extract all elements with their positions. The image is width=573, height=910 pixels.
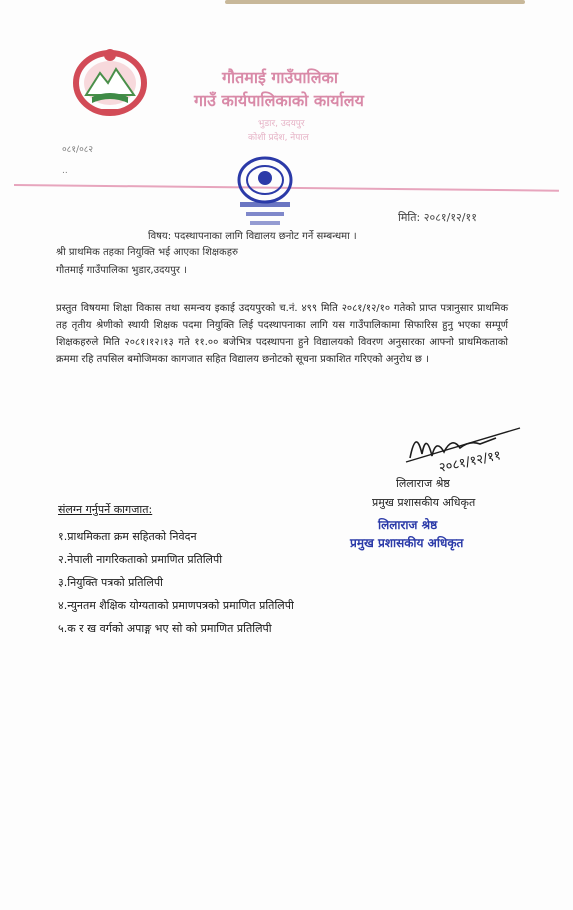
letter-subject: विषय: पदस्थापनाका लागि विद्यालय छनोट गर्ने सम्बन्धमा ।	[148, 231, 357, 242]
office-address: भुडार, उदयपुर	[258, 119, 305, 129]
enclosure-item: १.प्राथमिकता क्रम सहितको निवेदन	[58, 530, 197, 543]
enclosures-heading: संलग्न गर्नुपर्ने कागजात:	[58, 503, 153, 516]
signatory-title: प्रमुख प्रशासकीय अधिकृत	[372, 496, 476, 509]
nepal-emblem-icon	[70, 45, 150, 117]
enclosure-item: ३.नियुक्ति पत्रको प्रतिलिपी	[58, 576, 163, 589]
office-stamp-icon	[222, 150, 308, 232]
handwritten-signature	[400, 418, 540, 478]
office-province: कोशी प्रदेश, नेपाल	[248, 133, 309, 143]
enclosure-item: ४.न्युनतम शैक्षिक योग्यताको प्रमाणपत्रको प्रमाणित प्रतिलिपी	[58, 599, 294, 612]
enclosure-item: २.नेपाली नागरिकताको प्रमाणित प्रतिलिपी	[58, 553, 223, 566]
reference-number: ०८१/०८२	[62, 145, 94, 155]
signatory-name: लिलाराज श्रेष्ठ	[396, 477, 450, 490]
enclosure-item: ५.क र ख वर्गको अपाङ्ग भए सो को प्रमाणित प्रतिलिपी	[58, 622, 272, 635]
dispatch-number-mark: ..	[62, 166, 68, 176]
enclosures-list	[58, 525, 294, 640]
letter-date: मिति: २०८१/१२/११	[398, 211, 477, 224]
scan-edge	[225, 0, 525, 4]
addressee-line: श्री प्राथमिक तहका नियुक्ति भई आएका शिक्षकहरु	[56, 247, 239, 258]
letter-body: प्रस्तुत विषयमा शिक्षा विकास तथा समन्वय इकाई उदयपुरको च.नं. ४९९ मिति २०८१/१२/१० गतेको प्राप्त पत्रानुसार प्राथमिक तह तृतीय श्रेणीको स्थायी शिक्षक पदमा नियुक्ति लिई पदस्थापनाका लागि यस गाउँपालिकामा सिफारिस हुनु भएका सम्पूर्ण शिक्षकहरुले मिति २०८१।१२।१३ गते ११.०० बजेभित्र पदस्थापना हुने विद्यालयको विवरण अनुसारका आफ्नो प्राथमिकताको क्रममा रहि तपसिल बमोजिमका कागजात सहित विद्यालय छनोटको सूचना प्रकाशित गरिएको अनुरोध छ ।	[56, 303, 508, 365]
addressee-location: गौतमाई गाउँपालिका भुडार,उदयपुर ।	[56, 265, 187, 276]
office-subtitle: गाउँ कार्यपालिकाको कार्यालय	[194, 91, 364, 110]
office-name: गौतमाई गाउँपालिका	[222, 68, 338, 87]
signature-date: २०८१/१२/११	[437, 448, 503, 476]
stamp-signatory-name: लिलाराज श्रेष्ठ	[378, 518, 438, 532]
stamp-signatory-title: प्रमुख प्रशासकीय अधिकृत	[350, 536, 464, 550]
